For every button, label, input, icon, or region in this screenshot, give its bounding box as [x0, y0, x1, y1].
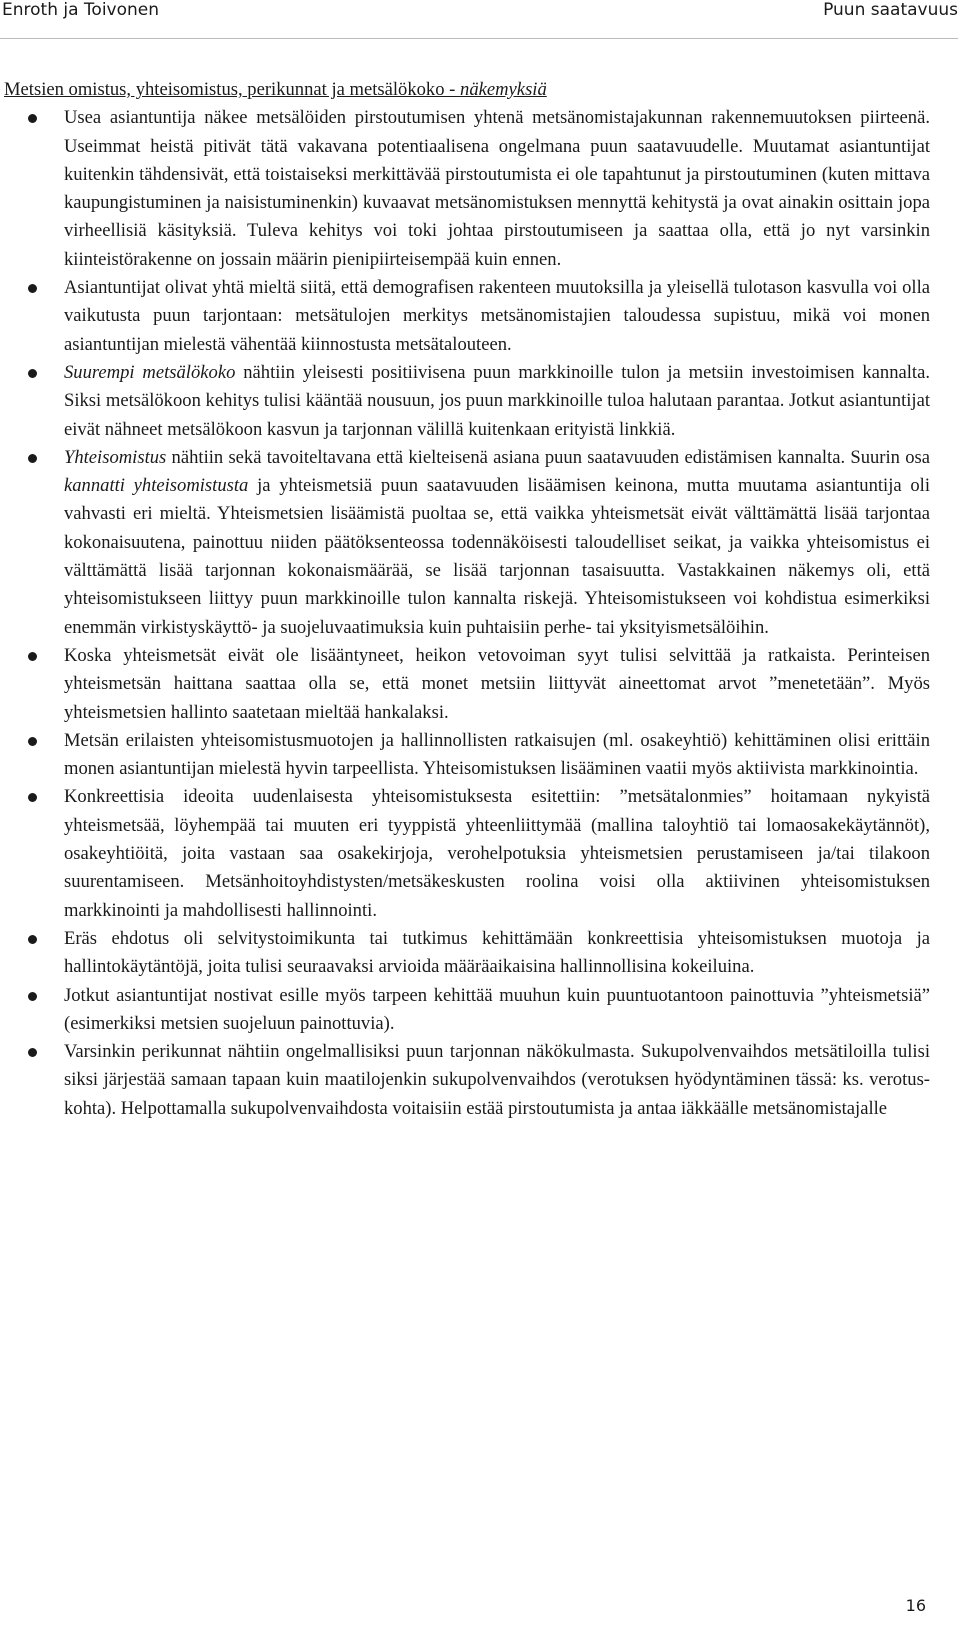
header-title: Puun saatavuus	[823, 0, 958, 20]
list-item-text: Konkreettisia ideoita uudenlaisesta yhteisomistuksesta esitettiin: ”metsätalonmies” hoitamaan nykyistä yhteismetsää, löyhempää tai muuten eri tyyppistä yhteenliittymää (mallina taloyhtiö tai lomaosakekäytännöt), osakeyhtiöitä, joita vastaan saa osakekirjoja, verohelpotuksia yhteismetsien perustamiseen ja/tai tilakoon suurentamiseen. Metsänhoitoyhdistysten/metsäkeskusten roolina voisi olla aktiivinen yhteisomistuksen markkinointi ja mahdollisesti hallinnointi.	[64, 786, 930, 921]
list-item	[4, 642, 930, 727]
list-item-text: Metsän erilaisten yhteisomistusmuotojen ja hallinnollisten ratkaisujen (ml. osakeyhtiö) kehittäminen olisi erittäin monen asiantuntijan mielestä hyvin tarpeellista. Yhteisomistuksen lisääminen vaatii myös aktiivista markkinointia.	[64, 729, 930, 780]
list-item-text: Koska yhteismetsät eivät ole lisääntyneet, heikon vetovoiman syyt tulisi selvittää ja ratkaista. Perinteisen yhteismetsän haittana saattaa olla se, että monet metsiin liittyvät aineettomat arvot ”menetetään”. Myös yhteismetsien hallinto saatetaan mieltää hankalaksi.	[64, 644, 930, 723]
bullet-dot-icon	[28, 737, 37, 746]
list-item-text: Eräs ehdotus oli selvitystoimikunta tai tutkimus kehittämään konkreettisia yhteisomistuksen muotoja ja hallintokäytäntöjä, joita tulisi seuraavaksi arvioida määräaikaisina hallinnollisina kokeiluina.	[64, 927, 930, 978]
bullet-list	[4, 104, 930, 1123]
bullet-dot-icon	[28, 992, 37, 1001]
list-item	[4, 359, 930, 444]
list-item-text: Varsinkin perikunnat nähtiin ongelmallisiksi puun tarjonnan näkökulmasta. Sukupolvenvaihdos metsätiloilla tulisi siksi järjestää samaan tapaan kuin maatilojenkin sukupolvenvaihdos (verotuksen hyödyntäminen tässä: ks. verotus-kohta). Helpottamalla sukupolvenvaihdosta voitaisiin estää pirstoutumista ja antaa iäkkäälle metsänomistajalle	[64, 1041, 930, 1119]
bullet-dot-icon	[28, 793, 37, 802]
list-item-lead-italic: Yhteisomistus	[64, 446, 167, 468]
header-divider	[0, 38, 958, 39]
section-heading	[4, 76, 930, 104]
section-heading-text: Metsien omistus, yhteisomistus, perikunnat ja metsälökoko -	[4, 79, 461, 100]
list-item	[4, 783, 930, 924]
list-item-text: Usea asiantuntija näkee metsälöiden pirstoutumisen yhtenä metsänomistajakunnan rakennemuutoksen piirteenä. Useimmat heistä pitivät tätä vakavana potentiaalisena ongelmana puun saatavuudelle. Muutamat asiantuntijat kuitenkin tähdensivät, että toistaiseksi merkittävää pirstoutumista ei ole tapahtunut ja pirstoutuminen (kuten mittava kaupungistuminen ja naisistuminenkin) kuvaavat metsänomistuksen mennyttä kehitystä ja ovat ainakin osittain jopa virheellisiä käsityksiä. Tuleva kehitys voi toki johtaa pirstoutumiseen ja saattaa olla, että jo nyt varsinkin kiinteistörakenne on jossain määrin pienipiirteisempää kuin ennen.	[64, 107, 930, 270]
bullet-dot-icon	[28, 114, 37, 123]
section-heading-italic: näkemyksiä	[460, 79, 547, 100]
bullet-dot-icon	[28, 935, 37, 944]
bullet-dot-icon	[28, 1048, 37, 1057]
list-item	[4, 274, 930, 359]
list-item	[4, 444, 930, 642]
running-header	[2, 0, 958, 26]
list-item	[4, 727, 930, 784]
list-item-text: nähtiin sekä tavoiteltavana että kielteisenä asiana puun saatavuuden edistämisen kannalta. Suurin osa	[166, 446, 930, 468]
list-item-mid-italic: kannatti yhteisomistusta	[64, 475, 249, 497]
bullet-dot-icon	[28, 454, 37, 463]
list-item-text: Jotkut asiantuntijat nostivat esille myös tarpeen kehittää muuhun kuin puuntuotantoon painottuvia ”yhteismetsiä” (esimerkiksi metsien suojeluun painottuvia).	[64, 984, 930, 1034]
bullet-dot-icon	[28, 652, 37, 661]
bullet-dot-icon	[28, 284, 37, 293]
list-item	[4, 104, 930, 274]
list-item-text: nähtiin yleisesti positiivisena puun markkinoille tulon ja metsiin investoimisen kannalta. Siksi metsälökoon kehitys tulisi kääntää nousuun, jos puun markkinoille tuloa halutaan parantaa. Jotkut asiantuntijat eivät nähneet metsälökoon kasvun ja tarjonnan välillä kuitenkaan erityistä linkkiä.	[64, 361, 931, 440]
list-item-text: ja yhteismetsiä puun saatavuuden lisäämisen keinona, mutta muutama asiantuntija oli vahvasti eri mieltä. Yhteismetsien lisäämistä puoltaa se, että vaikka yhteismetsät eivät välttämättä lisää tarjontaa kokonaisuutena, painottuu niiden päätöksenteossa todennäköisesti taloudelliset seikat, ja vaikka yhteisomistus ei välttämättä lisää tarjonnan kokonaismäärää, se lisää tarjonnan tasaisuutta. Vastakkainen näkemys oli, että yhteisomistukseen liittyy puun markkinoille tulon kannalta riskejä. Yhteisomistukseen voi kohdistua esimerkiksi enemmän virkistyskäyttö- ja suojeluvaatimuksia kuin puhtaisiin perhe- tai yksityismetsälöihin.	[64, 475, 931, 638]
list-item-text: Asiantuntijat olivat yhtä mieltä siitä, että demografisen rakenteen muutoksilla ja yleisellä tulotason kasvulla voi olla vaikutusta puun tarjontaan: metsätulojen merkitys metsänomistajien taloudessa supistuu, mikä voi monen asiantuntijan mielestä vähentää kiinnostusta metsätalouteen.	[64, 277, 930, 355]
bullet-dot-icon	[28, 369, 37, 378]
list-item	[4, 1038, 930, 1123]
list-item	[4, 982, 930, 1039]
list-item	[4, 925, 930, 982]
page-number: 16	[905, 1596, 926, 1615]
body-content	[4, 76, 930, 1123]
header-authors: Enroth ja Toivonen	[2, 0, 160, 20]
list-item-lead-italic: Suurempi metsälökoko	[64, 361, 236, 383]
